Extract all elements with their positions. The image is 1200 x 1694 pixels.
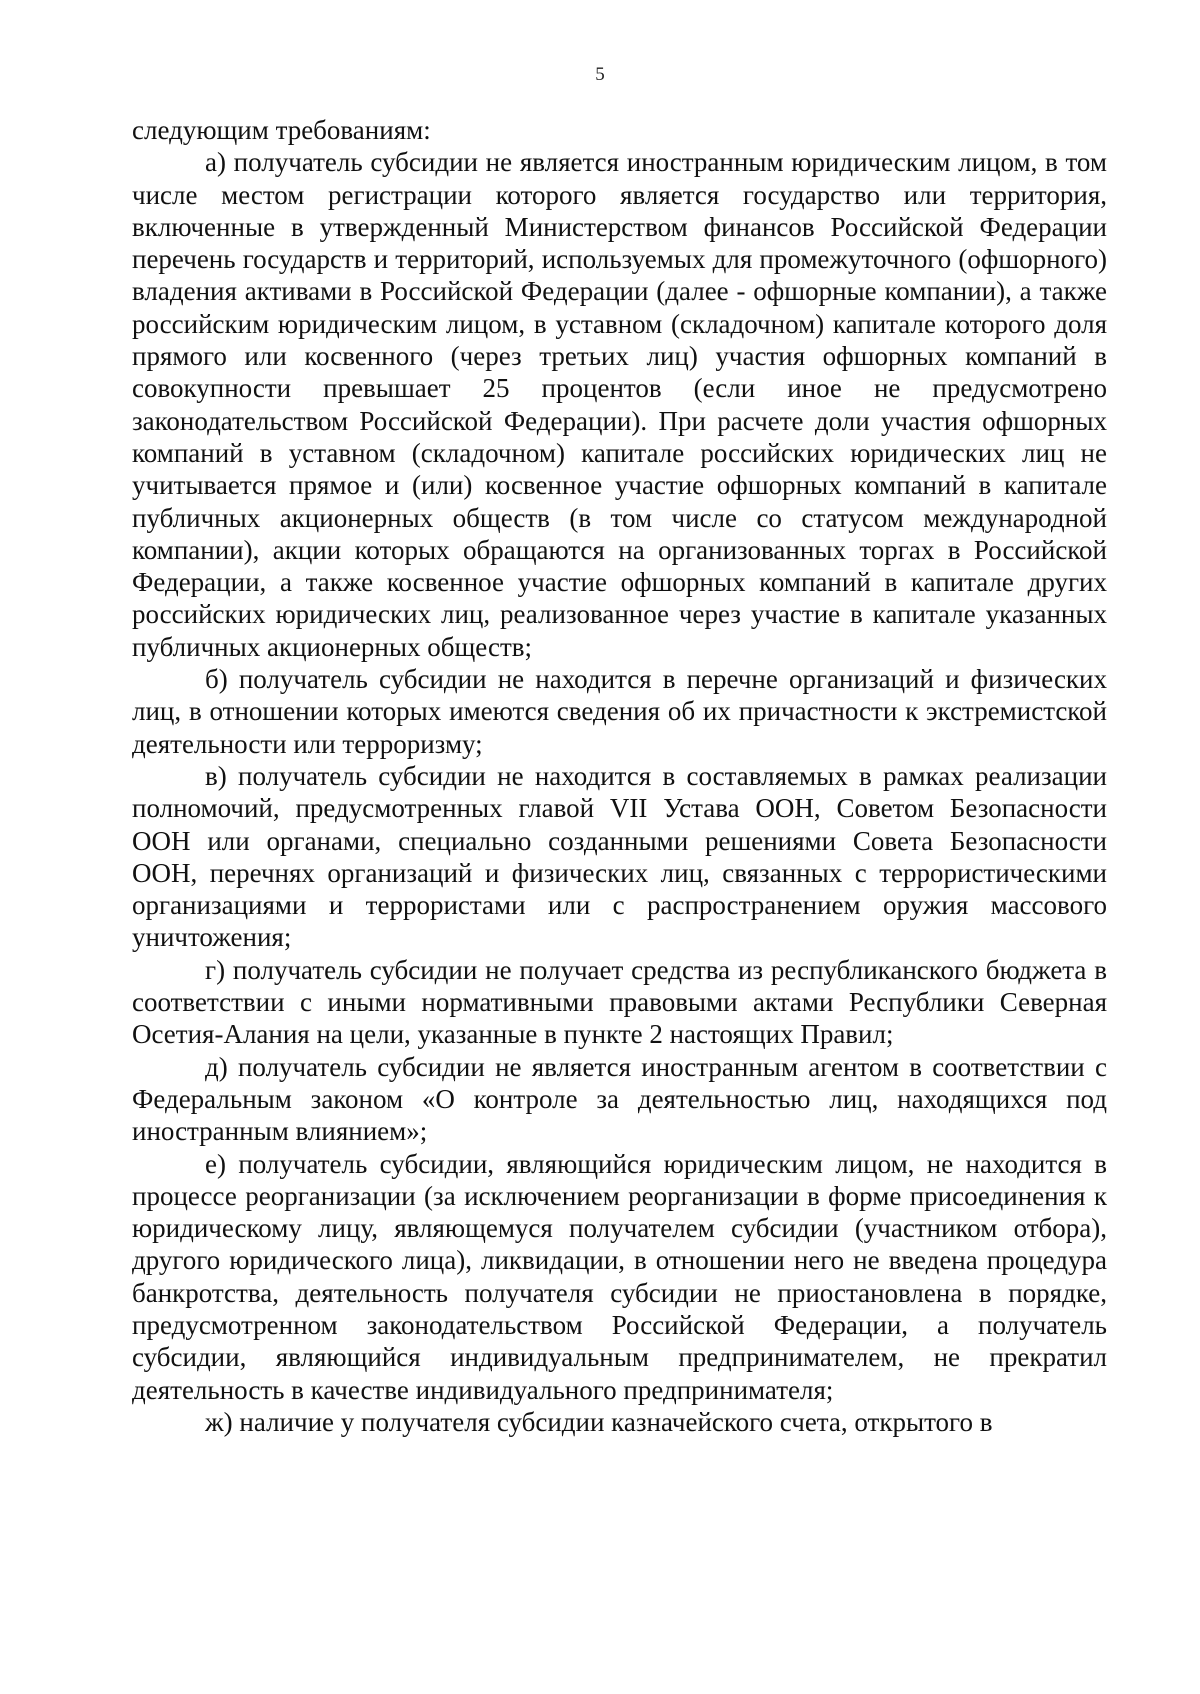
paragraph-a: а) получатель субсидии не является иностранным юридическим лицом, в том числе местом регистрации которого является государство или территория, включенные в утвержденный Министерством финансов Российской Федерации перечень государств и территорий, используемых для промежуточного (офшорного) владения активами в Российской Федерации (далее - офшорные компании), а также российским юридическим лицом, в уставном (складочном) капитале которого доля прямого или косвенного (через третьих лиц) участия офшорных компаний в совокупности превышает 25 процентов (если иное не предусмотрено законодательством Российской Федерации). При расчете доли участия офшорных компаний в уставном (складочном) капитале российских юридических лиц не учитывается прямое и (или) косвенное участие офшорных компаний в капитале публичных акционерных обществ (в том числе со статусом международной компании), акции которых обращаются на организованных торгах в Российской Федерации, а также косвенное участие офшорных компаний в капитале других российских юридических лиц, реализованное через участие в капитале указанных публичных акционерных обществ; — [132, 147, 1107, 662]
paragraph-v: в) получатель субсидии не находится в составляемых в рамках реализации полномочий, предусмотренных главой VII Устава ООН, Советом Безопасности ООН или органами, специально созданными решениями Совета Безопасности ООН, перечнях организаций и физических лиц, связанных с террористическими организациями и террористами или с распространением оружия массового уничтожения; — [132, 760, 1107, 953]
paragraph-d: д) получатель субсидии не является иностранным агентом в соответствии с Федеральным законом «О контроле за деятельностью лиц, находящихся под иностранным влиянием»; — [132, 1051, 1107, 1147]
paragraph-b: б) получатель субсидии не находится в перечне организаций и физических лиц, в отношении которых имеются сведения об их причастности к экстремистской деятельности или терроризму; — [132, 664, 1107, 759]
document-body — [132, 114, 1107, 1438]
paragraph-e: е) получатель субсидии, являющийся юридическим лицом, не находится в процессе реорганизации (за исключением реорганизации в форме присоединения к юридическому лицу, являющемуся получателем субсидии (участником отбора), другого юридического лица), ликвидации, в отношении него не введена процедура банкротства, деятельность получателя субсидии не приостановлена в порядке, предусмотренном законодательством Российской Федерации, а получатель субсидии, являющийся индивидуальным предпринимателем, не прекратил деятельность в качестве индивидуального предпринимателя; — [132, 1148, 1107, 1405]
paragraph-zh: ж) наличие у получателя субсидии казначейского счета, открытого в — [205, 1406, 993, 1437]
page-number: 5 — [595, 64, 605, 85]
paragraph-intro: следующим требованиям: — [132, 115, 431, 145]
paragraph-g: г) получатель субсидии не получает средства из республиканского бюджета в соответствии с иными нормативными правовыми актами Республики Северная Осетия-Алания на цели, указанные в пункте 2 настоящих Правил; — [132, 954, 1107, 1050]
